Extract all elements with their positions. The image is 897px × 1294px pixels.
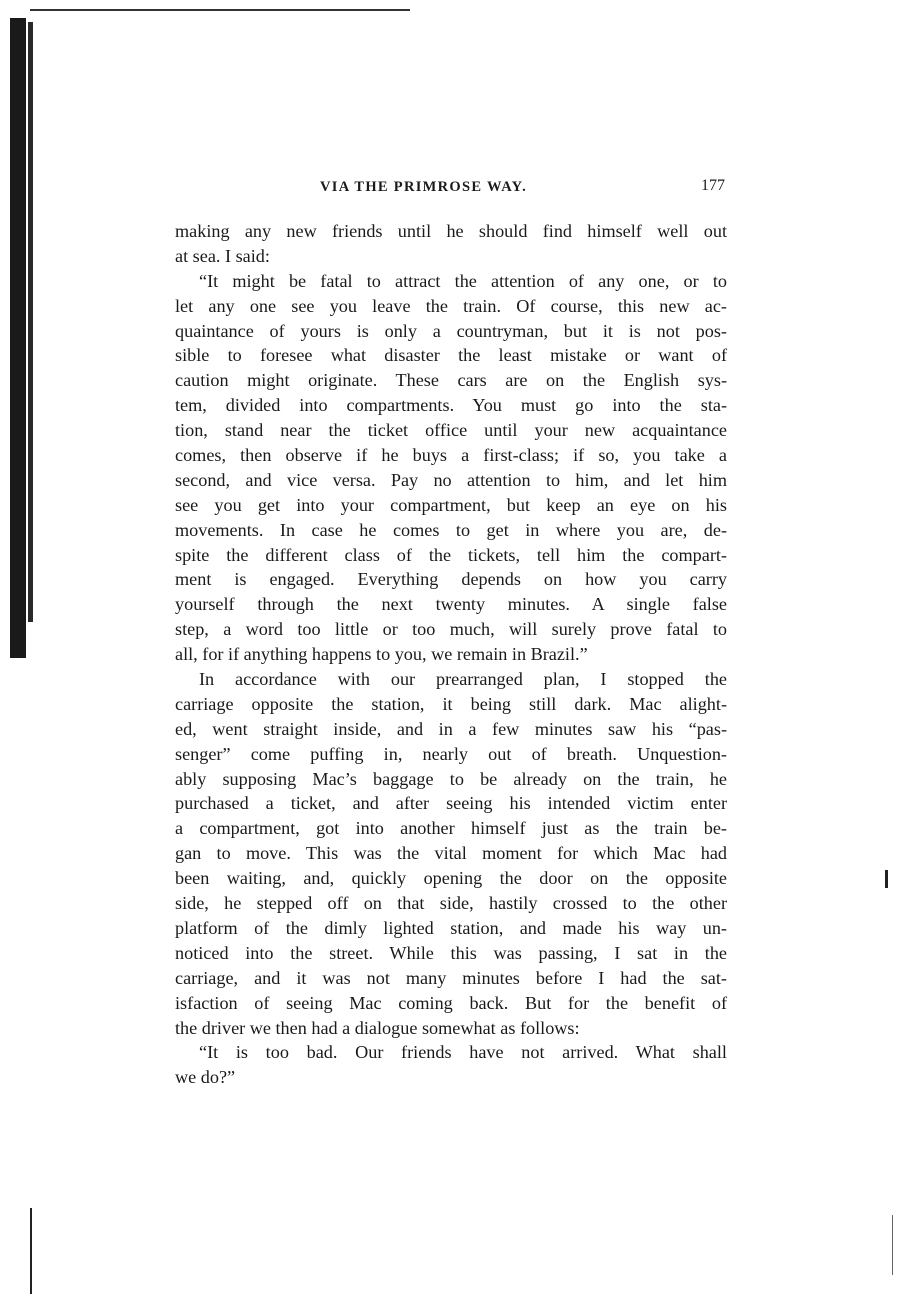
text-line: making any new friends until he should find himself well out xyxy=(175,221,727,241)
text-line: movements. In case he comes to get in where you are, de- xyxy=(175,519,727,540)
running-title: VIA THE PRIMROSE WAY. xyxy=(320,179,527,195)
text-line: yourself through the next twenty minutes. A single false xyxy=(175,594,727,615)
text-line: spite the different class of the tickets, tell him the compart- xyxy=(175,544,727,565)
scan-binding-shadow xyxy=(10,18,26,658)
page-number: 177 xyxy=(701,177,725,194)
text-line: comes, then observe if he buys a first-class; if so, you take a xyxy=(175,445,727,466)
text-line: the driver we then had a dialogue somewhat as follows: xyxy=(175,1017,580,1038)
text-line: gan to move. This was the vital moment for which Mac had xyxy=(175,843,727,864)
text-line: platform of the dimly lighted station, and made his way un- xyxy=(175,917,727,938)
text-line: carriage, and it was not many minutes before I had the sat- xyxy=(175,967,727,988)
text-line: purchased a ticket, and after seeing his intended victim enter xyxy=(175,793,727,814)
text-line: let any one see you leave the train. Of course, this new ac- xyxy=(175,295,727,316)
text-line: second, and vice versa. Pay no attention to him, and let him xyxy=(175,469,727,490)
text-line: tion, stand near the ticket office until your new acquaintance xyxy=(175,420,727,441)
body-text xyxy=(175,219,727,1090)
text-line: ment is engaged. Everything depends on how you carry xyxy=(175,569,727,590)
text-line: carriage opposite the station, it being still dark. Mac alight- xyxy=(175,693,727,714)
scan-edge-line xyxy=(30,1208,32,1294)
text-line: quaintance of yours is only a countryman, but it is not pos- xyxy=(175,320,727,341)
text-line: side, he stepped off on that side, hastily crossed to the other xyxy=(175,893,727,914)
text-line: senger” come puffing in, nearly out of breath. Unquestion- xyxy=(175,743,727,764)
text-line: isfaction of seeing Mac coming back. But for the benefit of xyxy=(175,992,727,1013)
text-line: ably supposing Mac’s baggage to be already on the train, he xyxy=(175,768,727,789)
text-line: sible to foresee what disaster the least mistake or want of xyxy=(175,345,727,366)
scan-edge-line-right xyxy=(892,1215,893,1275)
text-line: been waiting, and, quickly opening the door on the opposite xyxy=(175,868,727,889)
text-line: ed, went straight inside, and in a few minutes saw his “pas- xyxy=(175,718,727,739)
running-head xyxy=(175,177,727,199)
text-line: step, a word too little or too much, will surely prove fatal to xyxy=(175,619,727,640)
text-line: “It might be fatal to attract the attention of any one, or to xyxy=(199,270,727,291)
text-line: “It is too bad. Our friends have not arrived. What shall xyxy=(199,1042,727,1063)
text-line: In accordance with our prearranged plan, I stopped the xyxy=(199,669,727,690)
scan-mark xyxy=(885,870,888,888)
scan-edge-rule xyxy=(30,9,410,11)
text-line: at sea. I said: xyxy=(175,245,270,266)
scan-binding-shadow-inner xyxy=(28,22,33,622)
text-line: see you get into your compartment, but keep an eye on his xyxy=(175,494,727,515)
text-line: caution might originate. These cars are on the English sys- xyxy=(175,370,727,391)
text-line: all, for if anything happens to you, we remain in Brazil.” xyxy=(175,644,588,665)
text-line: noticed into the street. While this was passing, I sat in the xyxy=(175,942,727,963)
text-line: we do?” xyxy=(175,1067,236,1088)
text-line: a compartment, got into another himself just as the train be- xyxy=(175,818,727,839)
text-line: tem, divided into compartments. You must go into the sta- xyxy=(175,395,727,416)
